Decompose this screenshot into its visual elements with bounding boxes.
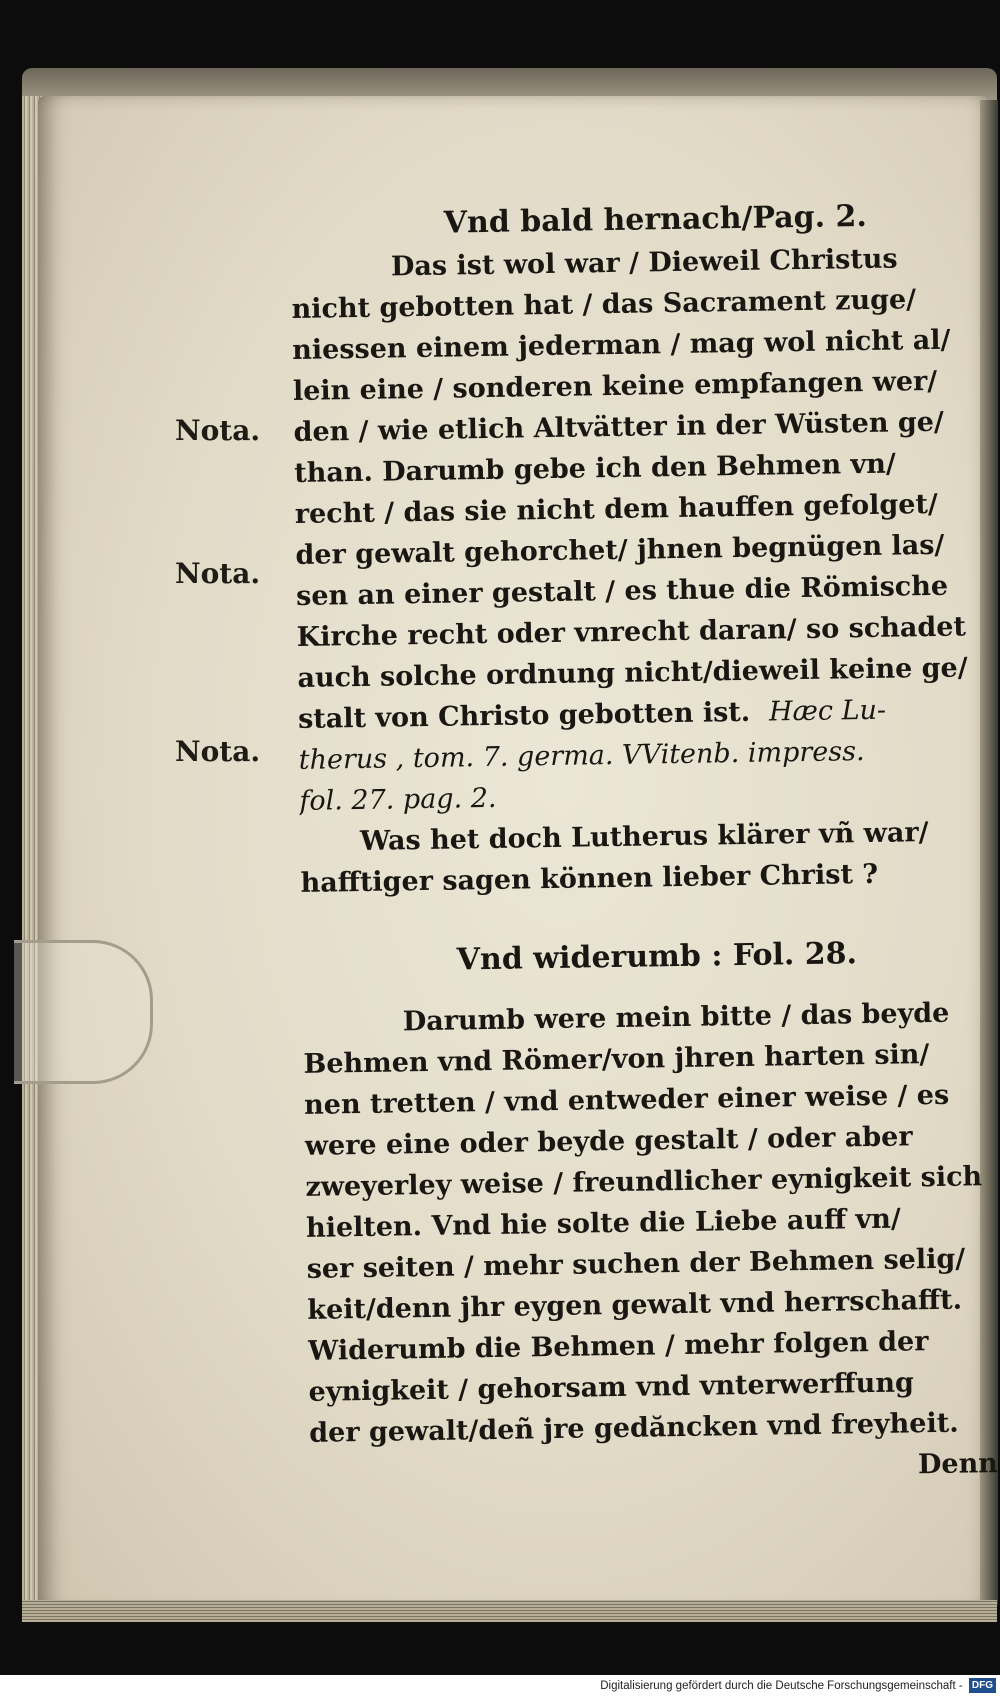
text-line: Das ist wol war / Dieweil Christus: [390, 243, 898, 283]
text-line: niessen einem jederman / mag wol nicht al/: [292, 324, 951, 366]
dfg-logo: DFG: [969, 1678, 996, 1693]
catchword: Denn: [917, 1448, 999, 1481]
text-line: den / wie etlich Altvätter in der Wüsten ge/: [293, 406, 945, 448]
text-line: were eine oder beyde gestalt / oder aber: [304, 1121, 913, 1162]
text-line: eynigkeit / gehorsam vnd vnterwerffung: [308, 1367, 915, 1408]
text-line: nicht gebotten hat / das Sacrament zuge/: [291, 284, 917, 325]
text-line: nen tretten / vnd entweder einer weise / es: [303, 1079, 950, 1121]
latin-line: therus , tom. 7. germa. VVitenb. impress.: [298, 736, 865, 776]
text-line: Was het doch Lutherus klärer vñ war/: [359, 817, 929, 857]
page-text: [290, 194, 1000, 1495]
text-line: keit/denn jhr eygen gewalt vnd herrschafft.: [307, 1284, 963, 1326]
page-stack-bottom: [22, 1600, 997, 1622]
text-line: hielten. Vnd hie solte die Liebe auff vn/: [305, 1203, 901, 1244]
text-line: Darumb were mein bitte / das beyde: [402, 997, 950, 1038]
section-heading-2: Vnd widerumb : Fol. 28.: [456, 936, 858, 978]
text-line: lein eine / sonderen keine empfangen wer/: [292, 365, 938, 407]
margin-note-3: Nota.: [175, 735, 261, 768]
latin-citation: Hæc Lu-: [768, 694, 887, 728]
latin-line: fol. 27. pag. 2.: [299, 782, 497, 817]
text-line: recht / das sie nicht dem hauffen gefolget/: [294, 488, 938, 530]
text-line: hafftiger sagen können lieber Christ ?: [300, 858, 879, 899]
section-heading: Vnd bald hernach/Pag. 2.: [443, 198, 868, 241]
page-clip: [14, 940, 153, 1084]
text-line: ser seiten / mehr suchen der Behmen selig/: [306, 1243, 966, 1285]
footer-credit: Digitalisierung gefördert durch die Deutsche Forschungsgemeinschaft -: [600, 1680, 963, 1692]
text-line: Behmen vnd Römer/von jhren harten sin/: [303, 1039, 930, 1080]
text-line: auch solche ordnung nicht/dieweil keine ge/: [297, 652, 968, 694]
text-line: sen an einer gestalt / es thue die Römische: [295, 570, 949, 612]
digitization-footer: [0, 1675, 1000, 1698]
text-line: Widerumb die Behmen / mehr folgen der: [307, 1326, 929, 1367]
text-span: stalt von Christo gebotten ist.: [297, 696, 751, 735]
margin-note-2: Nota.: [175, 557, 261, 590]
text-line: Kirche recht oder vnrecht daran/ so schadet: [296, 611, 967, 653]
text-line: der gewalt gehorchet/ jhnen begnügen las/: [295, 529, 945, 571]
text-line: der gewalt/deñ jre gedăncken vnd freyheit.: [309, 1407, 959, 1449]
text-line: than. Darumb gebe ich den Behmen vn/: [293, 448, 896, 489]
margin-note-1: Nota.: [175, 414, 261, 447]
text-line: zweyerley weise / freundlicher eynigkeit sich: [305, 1161, 983, 1203]
